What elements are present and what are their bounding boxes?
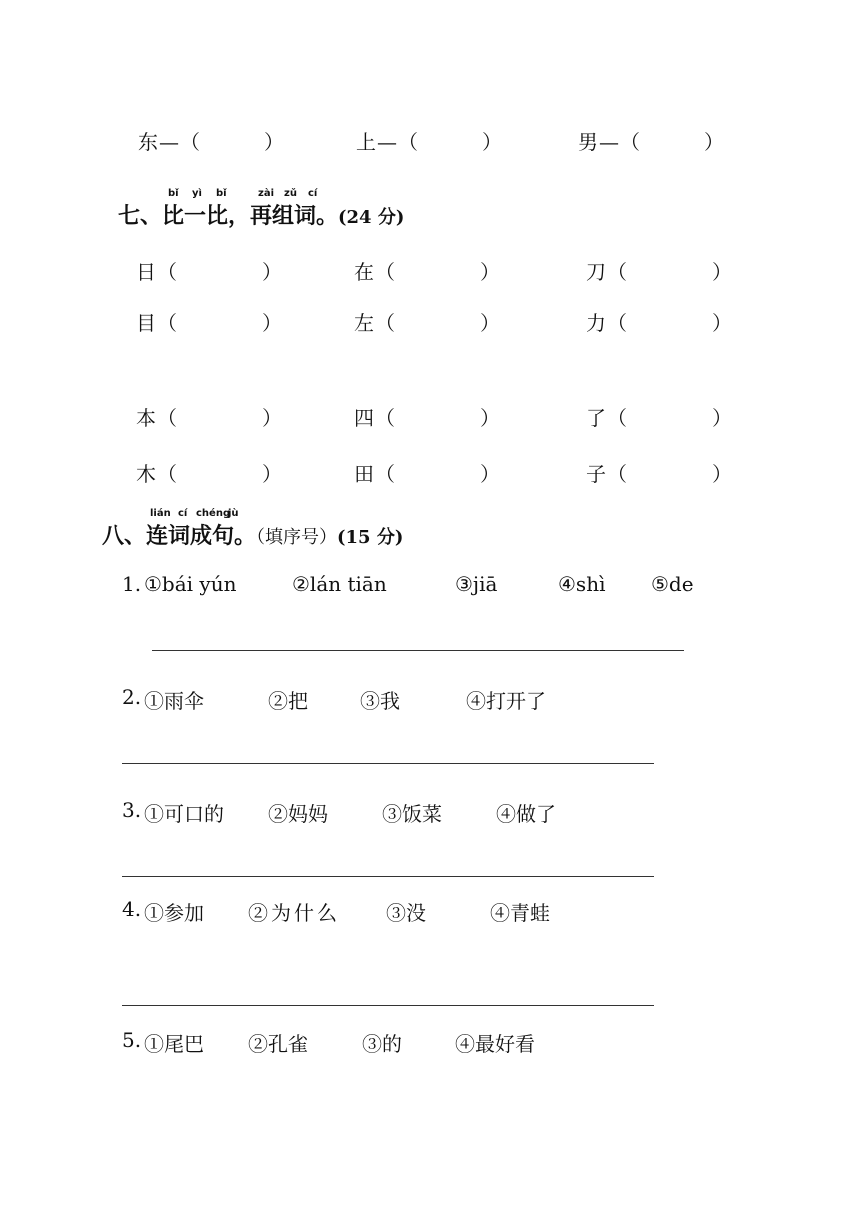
pinyin-zai: zài [258, 188, 274, 199]
word-option: ①参加 [144, 901, 204, 925]
word-option: ②把 [268, 689, 308, 713]
answer-line-2[interactable] [122, 763, 654, 764]
answer-line-1[interactable] [152, 650, 684, 651]
compare-cell: 了（ ） [586, 406, 733, 430]
word-option: ②为什么 [248, 901, 340, 925]
word-option: ④最好看 [455, 1032, 535, 1056]
word-option: ②孔雀 [248, 1032, 308, 1056]
pinyin-zu: zǔ [284, 188, 297, 199]
compare-cell: 左（ ） [354, 311, 501, 335]
compare-cell: 子（ ） [586, 462, 733, 486]
word-option: ②妈妈 [268, 802, 328, 826]
word-option: ①可口的 [144, 802, 224, 826]
word-option: ④青蛙 [490, 901, 550, 925]
section-8-score: (15 分) [337, 527, 404, 548]
compare-cell: 目（ ） [136, 311, 283, 335]
word-option: ③饭菜 [382, 802, 442, 826]
word-option: ④打开了 [466, 689, 546, 713]
section-7-heading: 七、比一比，再组词。 [118, 203, 339, 229]
compare-cell: 日（ ） [136, 260, 283, 284]
pinyin-cheng: chéng [196, 508, 231, 519]
word-option: ⑤de [651, 572, 694, 596]
pinyin-bi-2: bǐ [216, 188, 227, 199]
item-5-number: 5. [122, 1028, 142, 1052]
word-option: ①尾巴 [144, 1032, 204, 1056]
compare-cell: 田（ ） [354, 462, 501, 486]
compare-cell: 木（ ） [136, 462, 283, 486]
word-option: ③我 [360, 689, 400, 713]
compare-cell: 刀（ ） [586, 260, 733, 284]
word-option: ④shì [558, 572, 606, 596]
compare-cell: 在（ ） [354, 260, 501, 284]
section-8-heading: 八、连词成句。 [102, 523, 257, 549]
pinyin-yi: yì [192, 188, 202, 199]
word-option: ①bái yún [144, 572, 237, 596]
top-row-cell-2: 上—（ ） [356, 130, 503, 154]
top-row-cell-3: 男—（ ） [578, 130, 725, 154]
word-option: ①雨伞 [144, 689, 204, 713]
item-4-number: 4. [122, 897, 142, 921]
pinyin-bi-1: bǐ [168, 188, 179, 199]
section-8-note: （填序号） [256, 527, 338, 548]
pinyin-ju: jù [228, 508, 239, 519]
answer-line-3[interactable] [122, 876, 654, 877]
item-3-number: 3. [122, 798, 142, 822]
compare-cell: 本（ ） [136, 406, 283, 430]
word-option: ③的 [362, 1032, 402, 1056]
item-2-number: 2. [122, 685, 142, 709]
pinyin-lian: lián [150, 508, 171, 519]
pinyin-ci: cí [308, 188, 318, 199]
compare-cell: 力（ ） [586, 311, 733, 335]
answer-line-4[interactable] [122, 1005, 654, 1006]
compare-cell: 四（ ） [354, 406, 501, 430]
word-option: ③没 [386, 901, 426, 925]
section-7-title [118, 199, 404, 230]
section-8-title [102, 519, 403, 550]
section-7-score: (24 分) [338, 207, 405, 228]
word-option: ③jiā [455, 572, 498, 596]
word-option: ②lán tiān [292, 572, 387, 596]
pinyin-ci: cí [178, 508, 188, 519]
item-1-number: 1. [122, 572, 142, 596]
top-row-cell-1: 东—（ ） [138, 130, 285, 154]
word-option: ④做了 [496, 802, 556, 826]
